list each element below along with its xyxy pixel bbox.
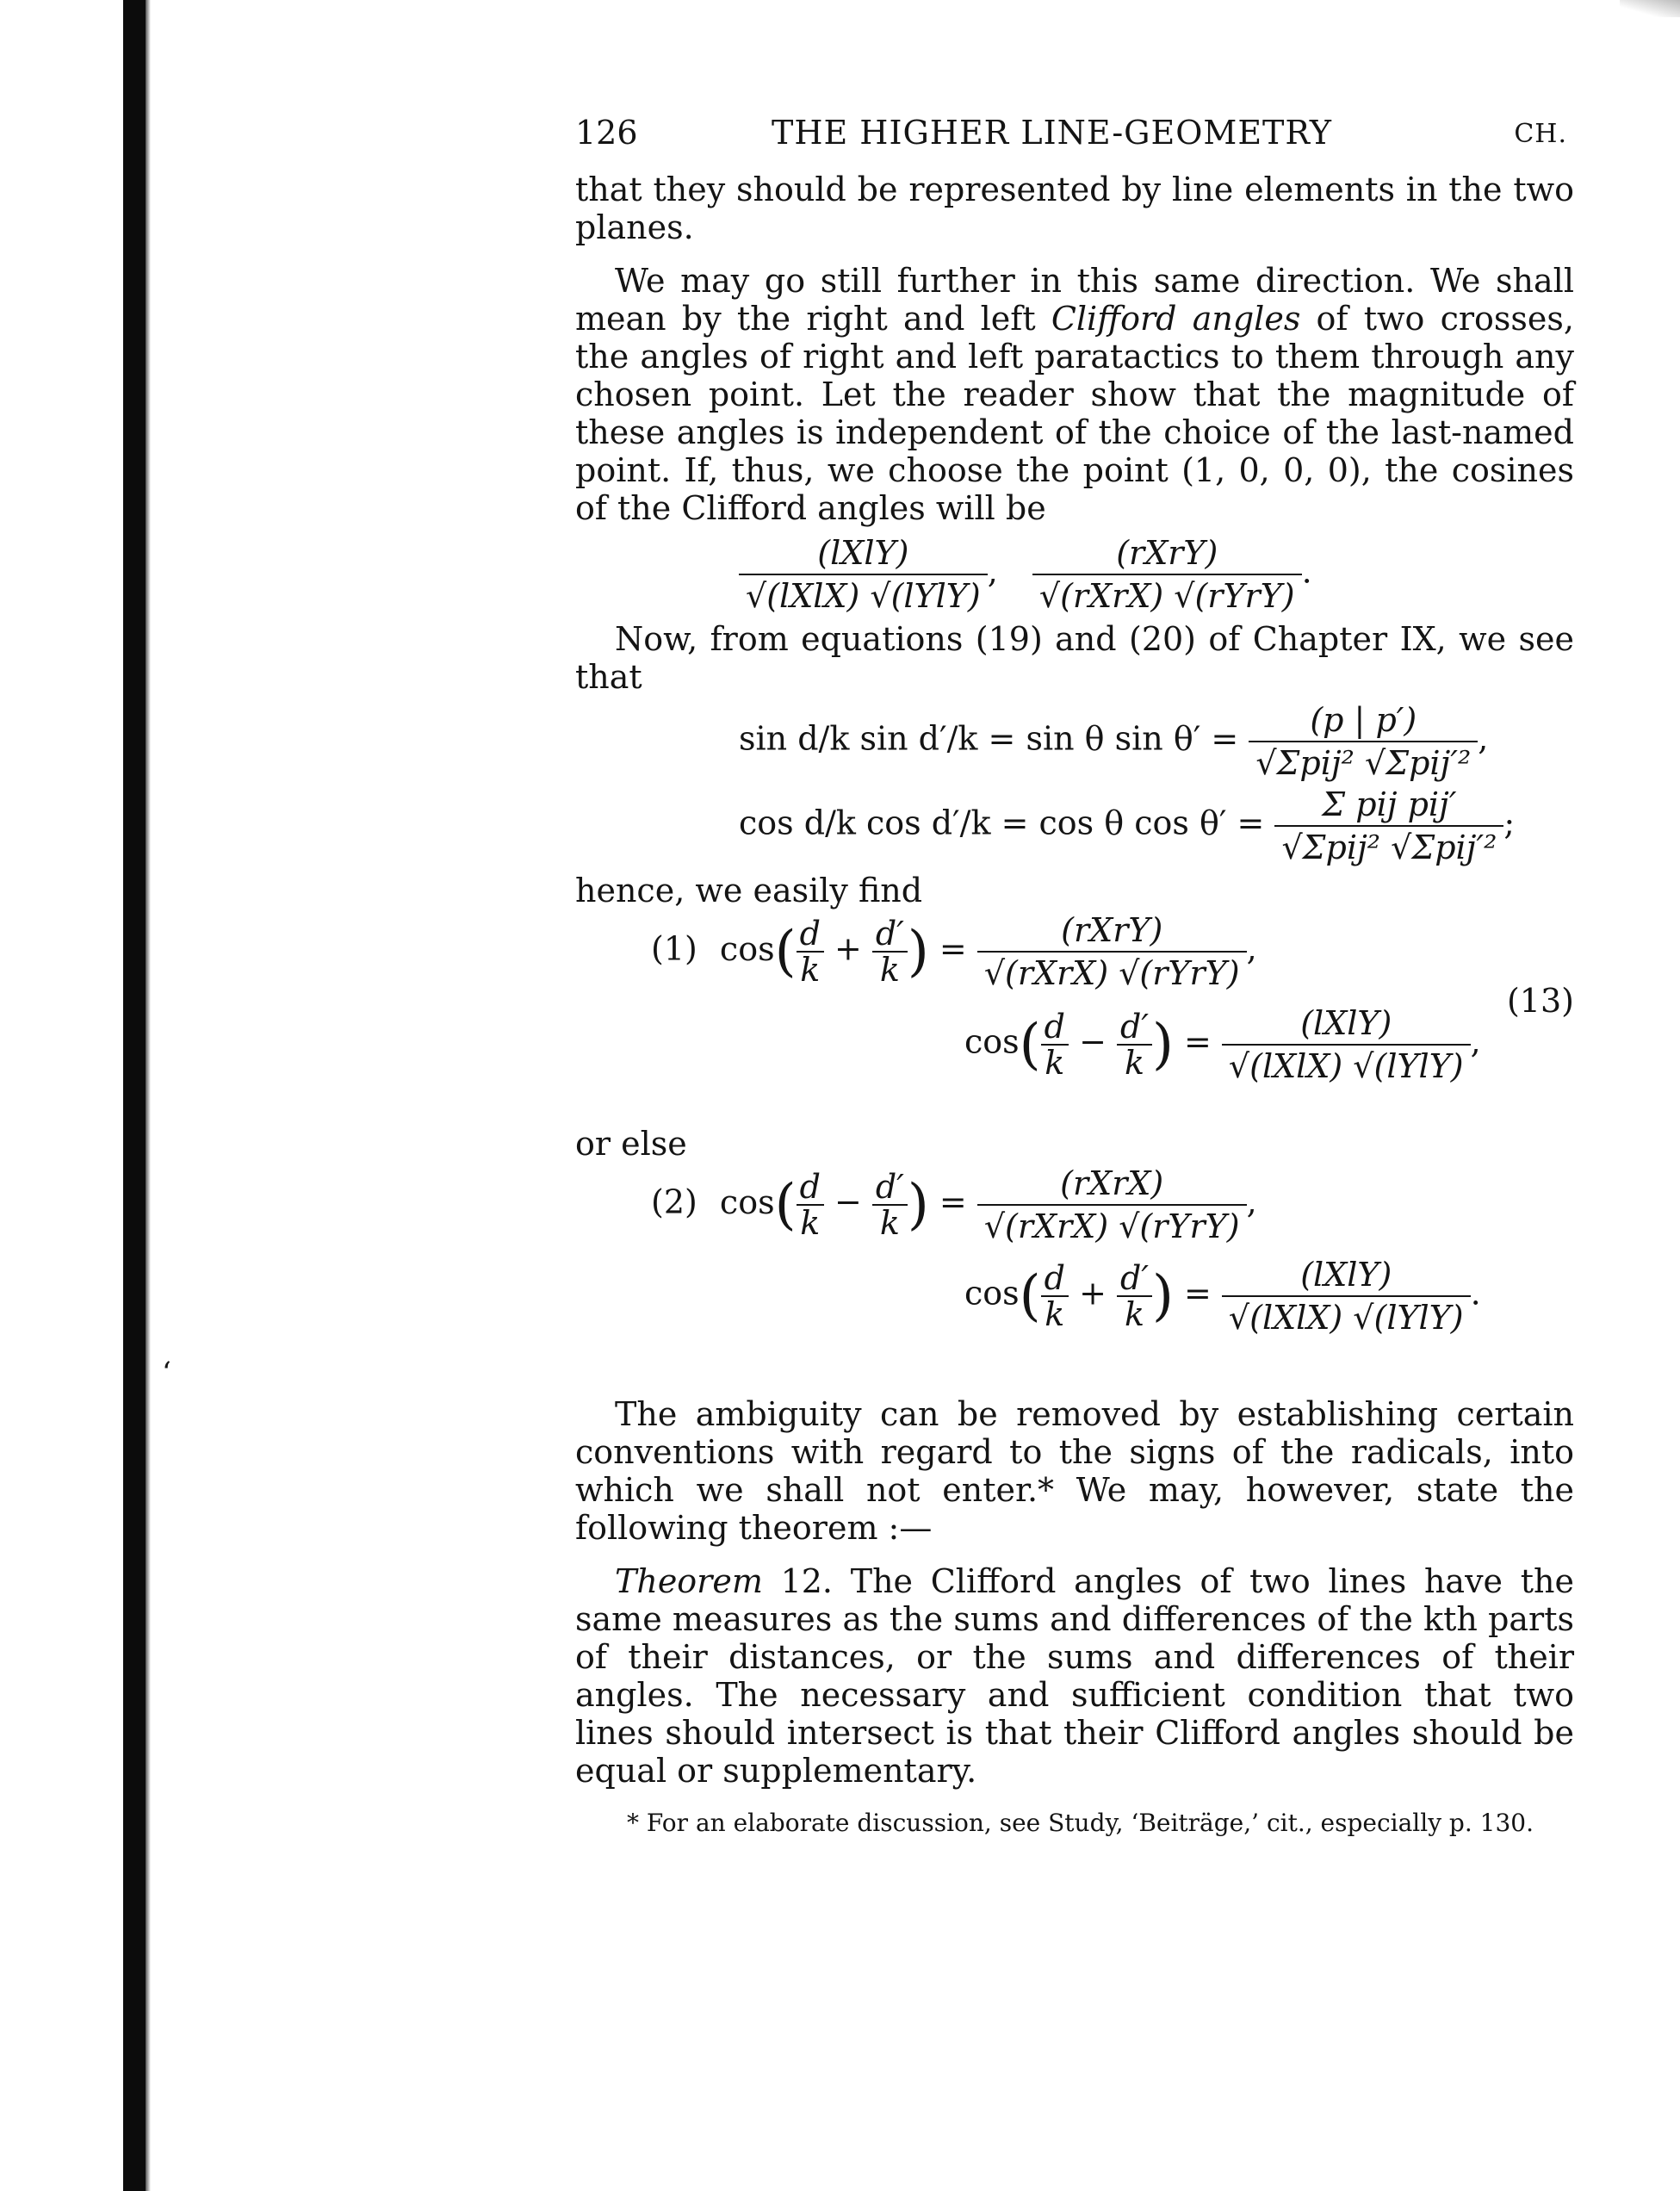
running-title: THE HIGHER LINE-GEOMETRY (772, 114, 1332, 152)
fraction-d-k: $\frac{d}{k}$ (1041, 1009, 1069, 1080)
end-punct: , (1478, 719, 1489, 758)
numerator: (rXrX) (977, 1163, 1247, 1206)
paragraph-6: The ambiguity can be removed by establishing certain conventions with regard to the signs of the radicals, into which we shall not enter.* We may, however, state the following theorem :— (575, 1395, 1574, 1547)
equation-mid: = sin θ sin θ′ = (988, 719, 1239, 758)
fraction-d-k: $\frac{d}{k}$ (797, 916, 824, 987)
denominator: √(lXlX) √(lYlY) (746, 577, 981, 615)
denominator: √(rXrX) √(rYrY) (983, 954, 1240, 992)
paragraph-1: that they should be represented by line elements in the two planes. (575, 171, 1574, 246)
denominator: √(rXrX) √(rYrY) (1038, 577, 1295, 615)
paragraph-5: or else (575, 1125, 687, 1163)
equation-label: (1) (651, 929, 697, 968)
denominator: √(lXlX) √(lYlY) (1228, 1047, 1464, 1085)
equation-cosines (739, 532, 1574, 617)
equation-label: (2) (651, 1182, 697, 1221)
paragraph-2-text-end: of two crosses, the angles of right and left paratactics to them through any chosen point. Let the reader show that the magnitude of these angles is independent of the choice of the last-named point. If, thus, we choose the point (1, 0, 0, 0), the cosines of the Clifford angles will be (575, 300, 1575, 527)
cos-word: cos (964, 1274, 1020, 1313)
numerator: Σ pij pij′ (1274, 784, 1503, 827)
theorem-12 (575, 1562, 1574, 1790)
page-corner-shadow (1620, 0, 1680, 17)
fraction-right (1032, 532, 1302, 617)
theorem-number: 12. (780, 1562, 834, 1600)
spine-gradient (146, 0, 151, 2191)
paragraph-3: Now, from equations (19) and (20) of Chapter IX, we see that (575, 620, 1574, 696)
fraction (1274, 784, 1503, 868)
cos-word: cos (719, 929, 775, 968)
equation-lhs: sin d/k sin d′/k (739, 719, 978, 758)
fraction (977, 1163, 1247, 1247)
fraction-left (739, 532, 988, 617)
fraction-d-k: $\frac{d}{k}$ (1041, 1261, 1069, 1331)
denominator: √(lXlX) √(lYlY) (1228, 1299, 1464, 1337)
numerator: (lXlY) (1222, 1002, 1471, 1046)
fraction-dp-k: $\frac{d'}{k}$ (1117, 1009, 1152, 1080)
page-number: 126 (575, 114, 638, 152)
numerator: (lXlY) (1222, 1254, 1471, 1297)
equation-set-2 (575, 1163, 1574, 1361)
fraction-dp-k: $\frac{d'}{k}$ (872, 1170, 908, 1240)
fraction-dp-k: $\frac{d'}{k}$ (1117, 1261, 1152, 1331)
numerator: (rXrY) (1032, 532, 1302, 575)
equation-mid: = cos θ cos θ′ = (1001, 804, 1265, 842)
fraction (1222, 1254, 1471, 1338)
end-punct: ; (1503, 804, 1516, 842)
chapter-abbrev: CH. (1514, 119, 1567, 149)
equation-set-1 (575, 909, 1574, 1125)
fraction-d-k: $\frac{d}{k}$ (797, 1170, 824, 1240)
clifford-angles-term: Clifford angles (1051, 300, 1301, 338)
numerator: (rXrY) (977, 909, 1247, 953)
end-punct: . (1301, 552, 1312, 591)
fraction-dp-k: $\frac{d'}{k}$ (872, 916, 908, 987)
cos-word: cos (964, 1022, 1020, 1061)
equation-number: (13) (1506, 982, 1574, 1020)
equation-1b: cos( $\frac{d}{k}$ − $\frac{d'}{k}$ ) = $\frac{\text{(lXlY)}}{\text{√(lXlX) √(lYlY)}}$ , (964, 1004, 1481, 1085)
fraction (1222, 1002, 1471, 1087)
book-spine-shadow (123, 0, 146, 2191)
numerator: (p | p′) (1249, 699, 1478, 742)
running-header (575, 110, 1574, 171)
denominator: √(rXrX) √(rYrY) (983, 1207, 1240, 1245)
paragraph-4: hence, we easily find (575, 872, 923, 909)
footnote: * For an elaborate discussion, see Study, ‘Beiträge,’ cit., especially p. 130. (627, 1809, 1534, 1837)
paragraph-2 (575, 262, 1574, 527)
equation-lhs: cos d/k cos d′/k (739, 804, 991, 842)
fraction (1249, 699, 1478, 784)
fraction (977, 909, 1247, 994)
denominator: √Σpij² √Σpij′² (1281, 829, 1497, 866)
theorem-text: The Clifford angles of two lines have the same measures as the sums and differences of the kth parts of their distances, or the sums and differences of their angles. The necessary and sufficient condition that two lines should intersect is that their Clifford angles should be equal or supplementary. (575, 1562, 1574, 1790)
equation-2b: cos( $\frac{d}{k}$ + $\frac{d'}{k}$ ) = $\frac{\text{(lXlY)}}{\text{√(lXlX) √(lYlY)}}$ . (964, 1256, 1481, 1337)
separator: , (987, 552, 998, 591)
book-page (575, 110, 1574, 1838)
theorem-label: Theorem (615, 1562, 763, 1600)
equation-1a: (1) cos( $\frac{d}{k}$ + $\frac{d'}{k}$ ) = $\frac{\text{(rXrY)}}{\text{√(rXrX) √(rYrY)}}$ , (651, 911, 1257, 992)
equation-cos (739, 784, 1574, 868)
denominator: √Σpij² √Σpij′² (1255, 744, 1472, 782)
paragraph-2-text: We may go still further in this same direction. We shall mean by the right and left (575, 262, 1574, 338)
numerator: (lXlY) (739, 532, 988, 575)
cos-word: cos (719, 1182, 775, 1221)
equation-2a: (2) cos( $\frac{d}{k}$ − $\frac{d'}{k}$ ) = $\frac{\text{(rXrX)}}{\text{√(rXrX) √(rYrY)}}$ , (651, 1164, 1257, 1245)
margin-mark: ʻ (162, 1356, 171, 1390)
equation-sin (739, 699, 1574, 784)
